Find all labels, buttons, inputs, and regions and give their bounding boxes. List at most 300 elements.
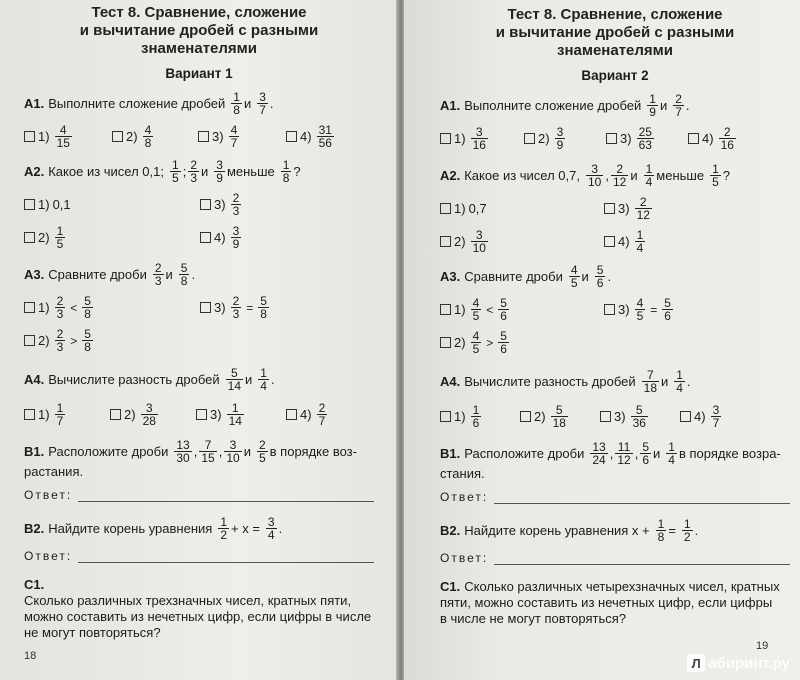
question-a4 <box>440 369 790 394</box>
option-2[interactable] <box>440 330 604 355</box>
answer-label: Ответ: <box>440 551 489 565</box>
option-1[interactable] <box>440 297 604 322</box>
question-a2 <box>24 159 374 184</box>
answer-options <box>24 402 374 427</box>
option-3[interactable] <box>604 297 774 322</box>
numerator: 5 <box>84 294 91 308</box>
checkbox[interactable] <box>24 409 35 420</box>
answer-field[interactable] <box>440 551 790 565</box>
option-2[interactable] <box>24 328 200 353</box>
answer-options <box>24 124 374 149</box>
denominator: 7 <box>318 414 326 428</box>
numerator: 3 <box>229 438 237 452</box>
denominator: 63 <box>638 138 652 152</box>
checkbox[interactable] <box>112 131 123 142</box>
numerator: 1 <box>172 158 179 172</box>
denominator: 30 <box>176 451 190 465</box>
answer-options <box>440 196 790 254</box>
fraction <box>214 159 225 184</box>
punctuation: . <box>191 266 196 282</box>
question-c1-line3: в числе не могут повторяться? <box>440 611 627 626</box>
numerator: 5 <box>555 403 563 417</box>
option-label: 4) <box>702 131 714 146</box>
fraction <box>471 297 482 322</box>
option-2[interactable] <box>440 229 604 254</box>
denominator: 8 <box>260 307 267 321</box>
question-label: А1. <box>24 95 45 111</box>
question-text: Выполните сложение дробей <box>464 97 642 113</box>
denominator: 8 <box>233 103 240 117</box>
option-label: 1) <box>454 131 466 146</box>
numerator: 4 <box>472 296 480 310</box>
numerator: 1 <box>260 366 267 380</box>
denominator: 8 <box>180 274 188 288</box>
left-page-content <box>24 4 374 641</box>
fraction <box>710 163 721 188</box>
denominator: 18 <box>643 381 657 395</box>
option-value: 0,1 <box>52 197 71 212</box>
numerator: 3 <box>556 125 564 139</box>
fraction <box>719 126 736 151</box>
denominator: 4 <box>260 379 267 393</box>
checkbox[interactable] <box>24 232 35 243</box>
denominator: 8 <box>144 136 152 150</box>
right-page <box>404 0 800 680</box>
checkbox[interactable] <box>196 409 207 420</box>
question-label: А2. <box>440 167 461 183</box>
option-label: 1) <box>38 300 50 315</box>
fraction <box>635 196 652 221</box>
conjunction: и <box>201 163 209 179</box>
option-label: 2) <box>38 333 50 348</box>
punctuation: . <box>270 371 275 387</box>
fraction <box>188 159 199 184</box>
fraction <box>471 126 488 151</box>
fraction <box>224 439 241 464</box>
option-2[interactable] <box>524 126 606 151</box>
fraction <box>174 439 191 464</box>
option-label: 1) <box>454 201 466 216</box>
checkbox[interactable] <box>440 203 451 214</box>
fraction <box>258 367 269 392</box>
fraction <box>170 159 181 184</box>
checkbox[interactable] <box>680 411 691 422</box>
option-value: 0,7 <box>468 201 487 216</box>
checkbox[interactable] <box>286 409 297 420</box>
fraction <box>673 93 684 118</box>
answer-options <box>440 404 790 429</box>
question-b2 <box>440 518 790 543</box>
question-label: А3. <box>440 268 461 284</box>
question-a1 <box>440 93 790 118</box>
checkbox[interactable] <box>604 203 615 214</box>
fraction <box>231 91 242 116</box>
option-label: 1) <box>38 197 50 212</box>
denominator: 12 <box>612 175 627 189</box>
fraction <box>656 518 667 543</box>
numerator: 3 <box>216 158 223 172</box>
numerator: 3 <box>712 403 720 417</box>
question-label: А2. <box>24 163 45 179</box>
fraction <box>199 439 216 464</box>
relation-sign: > <box>70 333 78 348</box>
question-label: С1. <box>440 579 461 594</box>
denominator: 6 <box>472 416 480 430</box>
denominator: 5 <box>472 309 480 323</box>
numerator: 2 <box>232 294 240 308</box>
answer-field[interactable] <box>24 549 374 563</box>
numerator: 2 <box>56 294 64 308</box>
option-4[interactable] <box>200 225 370 250</box>
question-text: Сравните дроби <box>464 268 563 284</box>
numerator: 4 <box>636 296 644 310</box>
question-b1: В1. Расположите дроби $\frac{13}{30}$ , $\frac{7}{15}$ , $\frac{3}{10}$ и $\frac{2}{5}$ в порядке воз- <box>24 438 357 465</box>
option-1[interactable] <box>24 124 112 149</box>
checkbox[interactable] <box>440 411 451 422</box>
denominator: 5 <box>472 342 480 356</box>
numerator: 3 <box>145 401 153 415</box>
option-label: 4) <box>214 230 226 245</box>
fraction <box>666 441 677 466</box>
denominator: 7 <box>259 103 266 117</box>
checkbox[interactable] <box>24 131 35 142</box>
fraction <box>153 262 164 287</box>
punctuation: , <box>605 167 609 183</box>
denominator: 9 <box>216 171 223 185</box>
option-3[interactable] <box>200 295 370 320</box>
option-2[interactable] <box>24 225 200 250</box>
option-1[interactable] <box>24 402 110 427</box>
fraction <box>55 328 66 353</box>
option-label: 2) <box>454 234 466 249</box>
option-1[interactable] <box>24 295 200 320</box>
numerator: 2 <box>723 125 731 139</box>
question-b2 <box>24 516 374 541</box>
fraction <box>682 518 693 543</box>
numerator: 3 <box>232 224 240 238</box>
numerator: 5 <box>260 294 267 308</box>
numerator: 3 <box>475 228 483 242</box>
answer-field[interactable] <box>440 490 790 504</box>
answer-options <box>24 192 374 250</box>
numerator: 4 <box>230 123 238 137</box>
option-label: 1) <box>38 407 50 422</box>
denominator: 28 <box>142 414 156 428</box>
question-text: Найдите корень уравнения <box>48 520 213 536</box>
numerator: 2 <box>154 261 162 275</box>
fraction <box>231 225 242 250</box>
fraction <box>471 330 482 355</box>
title-line: знаменателями <box>557 42 673 59</box>
fraction <box>82 328 93 353</box>
option-label: 3) <box>618 302 630 317</box>
numerator: 7 <box>646 368 654 382</box>
checkbox[interactable] <box>600 411 611 422</box>
fraction <box>266 516 277 541</box>
denominator: 7 <box>56 414 64 428</box>
answer-input-line[interactable] <box>494 492 790 504</box>
denominator: 12 <box>617 453 631 467</box>
page-number: 19 <box>756 640 769 652</box>
left-page <box>0 0 398 680</box>
numerator: 5 <box>84 327 91 341</box>
option-3[interactable] <box>200 192 370 217</box>
fraction <box>471 404 482 429</box>
checkbox[interactable] <box>24 302 35 313</box>
checkbox[interactable] <box>200 302 211 313</box>
numerator: 4 <box>472 329 480 343</box>
denominator: 16 <box>472 138 486 152</box>
numerator: 2 <box>232 191 240 205</box>
answer-input-line[interactable] <box>78 490 374 502</box>
numerator: 1 <box>56 224 64 238</box>
option-3[interactable] <box>600 404 680 429</box>
denominator: 9 <box>649 105 656 119</box>
numerator: 31 <box>318 123 332 137</box>
conjunction: и <box>659 97 668 113</box>
fraction <box>229 124 240 149</box>
conjunction: и <box>630 167 638 183</box>
denominator: 8 <box>657 530 665 544</box>
checkbox[interactable] <box>440 304 451 315</box>
checkbox[interactable] <box>24 199 35 210</box>
fraction <box>640 441 651 466</box>
numerator: 5 <box>230 366 238 380</box>
conjunction: и <box>581 268 589 284</box>
fraction <box>642 369 659 394</box>
title-line: Тест 8. Сравнение, сложение <box>507 6 723 23</box>
question-text: Сравните дроби <box>48 266 147 282</box>
question-b1: В1. Расположите дроби $\frac{13}{24}$ , $\frac{11}{12}$ , $\frac{5}{6}$ и $\frac{1}{4}$ в порядке возра- <box>440 440 781 467</box>
option-label: 3) <box>620 131 632 146</box>
denominator: 8 <box>84 340 91 354</box>
numerator: 13 <box>176 438 190 452</box>
fraction <box>586 163 603 188</box>
numerator: 1 <box>649 92 656 106</box>
checkbox[interactable] <box>688 133 699 144</box>
denominator: 5 <box>636 309 644 323</box>
option-3[interactable] <box>606 126 688 151</box>
variant-heading: Вариант 2 <box>581 68 649 83</box>
fraction <box>55 402 66 427</box>
denominator: 7 <box>712 416 720 430</box>
option-label: 3) <box>210 407 222 422</box>
checkbox[interactable] <box>440 337 451 348</box>
option-4[interactable] <box>286 402 329 427</box>
checkbox[interactable] <box>440 133 451 144</box>
fraction <box>711 404 722 429</box>
numerator: 2 <box>675 92 682 106</box>
fraction <box>82 295 93 320</box>
question-text: Вычислите разность дробей <box>464 373 636 389</box>
answer-options <box>24 295 374 353</box>
denominator: 56 <box>318 136 332 150</box>
denominator: 4 <box>645 175 653 189</box>
fraction <box>498 330 509 355</box>
numerator: 2 <box>639 195 647 209</box>
numerator: 5 <box>500 329 507 343</box>
fraction <box>555 126 566 151</box>
punctuation: . <box>278 520 283 536</box>
checkbox[interactable] <box>110 409 121 420</box>
relation-sign: > <box>486 335 494 350</box>
option-2[interactable] <box>520 404 600 429</box>
question-text: Сколько различных четырехзначных чисел, кратных <box>464 579 780 594</box>
checkbox[interactable] <box>200 199 211 210</box>
checkbox[interactable] <box>524 133 535 144</box>
denominator: 6 <box>500 342 507 356</box>
fraction <box>551 404 568 429</box>
option-4[interactable] <box>604 229 774 254</box>
question-label: А3. <box>24 266 45 282</box>
question-a2 <box>440 163 790 188</box>
option-1[interactable] <box>24 192 200 217</box>
numerator: 1 <box>645 162 653 176</box>
conjunction: и <box>243 95 252 111</box>
checkbox[interactable] <box>286 131 297 142</box>
question-text: Сколько различных трехзначных чисел, кратных пяти, <box>24 593 352 608</box>
numerator: 3 <box>591 162 599 176</box>
fraction <box>647 93 658 118</box>
checkbox[interactable] <box>604 304 615 315</box>
option-4[interactable] <box>680 404 723 429</box>
numerator: 1 <box>657 517 665 531</box>
question-text: Вычислите разность дробей <box>48 371 220 387</box>
numerator: 1 <box>231 401 239 415</box>
relation-sign: = <box>246 300 254 315</box>
fraction <box>218 516 229 541</box>
denominator: 24 <box>592 453 606 467</box>
numerator: 1 <box>683 517 691 531</box>
fraction <box>644 163 655 188</box>
option-label: 3) <box>214 197 226 212</box>
question-c1-line2: пяти, можно составить из нечетных цифр, если цифры <box>440 595 773 610</box>
numerator: 1 <box>282 158 290 172</box>
denominator: 7 <box>675 105 682 119</box>
option-1[interactable] <box>440 404 520 429</box>
option-label: 2) <box>124 407 136 422</box>
question-label: В2. <box>440 522 461 538</box>
question-a1 <box>24 91 374 116</box>
question-c1 <box>440 579 790 595</box>
checkbox[interactable] <box>440 236 451 247</box>
option-label: 1) <box>454 409 466 424</box>
question-c1-line3: не могут повторяться? <box>24 625 161 640</box>
question-a3 <box>440 264 790 289</box>
variant-heading: Вариант 1 <box>165 66 233 81</box>
punctuation: ? <box>722 167 730 183</box>
question-label: С1. <box>24 577 45 592</box>
relation-sign: < <box>486 302 494 317</box>
option-1[interactable] <box>440 126 524 151</box>
checkbox[interactable] <box>604 236 615 247</box>
checkbox[interactable] <box>198 131 209 142</box>
title-line: знаменателями <box>141 40 257 57</box>
option-2[interactable] <box>112 124 198 149</box>
option-label: 4) <box>694 409 706 424</box>
relation-sign: = <box>650 302 658 317</box>
answer-input-line[interactable] <box>78 551 374 563</box>
denominator: 6 <box>596 276 604 290</box>
numerator: 4 <box>59 123 67 137</box>
fraction <box>595 264 606 289</box>
fraction <box>611 163 628 188</box>
option-label: 3) <box>212 129 224 144</box>
fraction <box>231 295 242 320</box>
relation-sign: < <box>70 300 78 315</box>
denominator: 3 <box>154 274 162 288</box>
watermark-text: абиринт.ру <box>708 654 790 672</box>
question-label: А4. <box>440 373 461 389</box>
option-label: 4) <box>300 129 312 144</box>
test-title <box>24 4 374 58</box>
option-4[interactable] <box>688 126 738 151</box>
checkbox[interactable] <box>520 411 531 422</box>
denominator: 2 <box>220 528 227 542</box>
numerator: 7 <box>204 438 212 452</box>
denominator: 6 <box>664 309 671 323</box>
option-4[interactable] <box>286 124 336 149</box>
denominator: 3 <box>232 204 240 218</box>
numerator: 1 <box>712 162 719 176</box>
option-3[interactable] <box>198 124 286 149</box>
option-label: 2) <box>454 335 466 350</box>
option-3[interactable] <box>604 196 774 221</box>
question-text: Расположите дроби <box>48 443 169 459</box>
numerator: 5 <box>500 296 507 310</box>
numerator: 1 <box>220 515 227 529</box>
fraction <box>674 369 685 394</box>
answer-input-line[interactable] <box>494 553 790 565</box>
numerator: 4 <box>144 123 152 137</box>
denominator: 6 <box>500 309 507 323</box>
denominator: 3 <box>232 307 240 321</box>
conjunction: и <box>245 371 253 387</box>
checkbox[interactable] <box>200 232 211 243</box>
denominator: 5 <box>258 451 266 465</box>
option-2[interactable] <box>110 402 196 427</box>
fraction <box>317 124 334 149</box>
numerator: 13 <box>592 440 606 454</box>
answer-field[interactable] <box>24 488 374 502</box>
denominator: 5 <box>172 171 179 185</box>
option-1[interactable] <box>440 196 604 221</box>
punctuation: . <box>686 373 691 389</box>
checkbox[interactable] <box>606 133 617 144</box>
denominator: 10 <box>472 241 486 255</box>
option-label: 1) <box>454 302 466 317</box>
question-a3 <box>24 262 374 287</box>
question-text: Какое из чисел 0,1; <box>48 163 164 179</box>
denominator: 2 <box>683 530 691 544</box>
numerator: 1 <box>636 228 644 242</box>
denominator: 8 <box>282 171 290 185</box>
answer-label: Ответ: <box>24 488 73 502</box>
denominator: 14 <box>228 414 242 428</box>
conjunction: и <box>165 266 173 282</box>
denominator: 3 <box>56 340 64 354</box>
option-3[interactable] <box>196 402 286 427</box>
question-text: Найдите корень уравнения x + <box>464 522 650 538</box>
denominator: 7 <box>230 136 238 150</box>
checkbox[interactable] <box>24 335 35 346</box>
option-label: 3) <box>214 300 226 315</box>
denominator: 5 <box>56 237 64 251</box>
conjunction: и <box>243 443 251 459</box>
punctuation: . <box>269 95 274 111</box>
numerator: 5 <box>180 261 188 275</box>
fraction <box>631 404 648 429</box>
